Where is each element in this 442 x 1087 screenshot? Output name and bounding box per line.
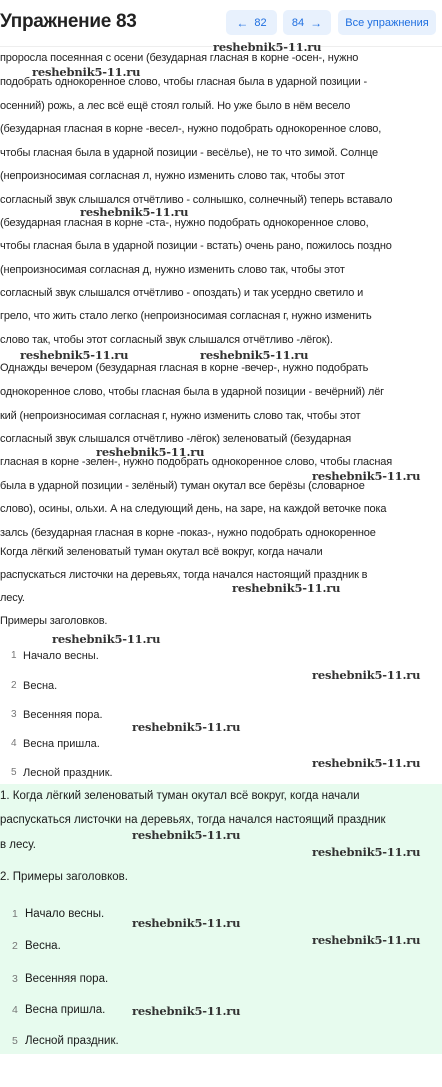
- text-line: распускаться листочки на деревьях, тогда начался настоящий праздник в: [0, 569, 368, 581]
- answer-item-text: Весна.: [25, 940, 61, 952]
- text-line: чтобы гласная была в ударной позиции - весёлье), не то что зимой. Солнце: [0, 147, 379, 159]
- text-line: кий (непроизносимая согласная г, нужно изменить слово так, чтобы этот: [0, 410, 361, 422]
- prev-exercise-button[interactable]: [226, 10, 277, 35]
- text-line: чтобы гласная была в ударной позиции - встать) очень рано, пожилось поздно: [0, 240, 392, 252]
- watermark: reshebnik5-11.ru: [132, 720, 241, 734]
- answer-item-text: Весенняя пора.: [25, 973, 109, 985]
- watermark: reshebnik5-11.ru: [200, 348, 309, 362]
- text-line: залсь (безударная гласная в корне -показ-, нужно подобрать однокоренное: [0, 527, 376, 539]
- watermark: reshebnik5-11.ru: [32, 65, 141, 79]
- all-exercises-label: Все упражнения: [345, 16, 429, 29]
- next-exercise-button[interactable]: [283, 10, 331, 35]
- text-line: Когда лёгкий зеленоватый туман окутал всё вокруг, когда начали: [0, 546, 323, 558]
- answer-item-text: Начало весны.: [25, 908, 105, 920]
- list-item-number: 1: [11, 650, 17, 661]
- answer-item-number: 4: [12, 1004, 18, 1016]
- list-item-number: 3: [11, 709, 17, 720]
- list-item-text: Весна.: [23, 680, 58, 692]
- text-line: (непроизносимая согласная л, нужно изменить слово так, чтобы этот: [0, 170, 345, 182]
- arrow-left-icon: ←: [236, 15, 249, 30]
- answer-line: распускаться листочки на деревьях, тогда начался настоящий праздник: [0, 814, 386, 826]
- text-line: осенний) рожь, а лес всё ещё стоял голый. Но уже было в нём весело: [0, 100, 351, 112]
- list-item-text: Начало весны.: [23, 650, 99, 662]
- text-line: согласный звук слышался отчётливо - опоздать) и так усердно светило и: [0, 287, 364, 299]
- answer-item-text: Лесной праздник.: [25, 1035, 119, 1047]
- watermark: reshebnik5-11.ru: [20, 348, 129, 362]
- text-line: Однажды вечером (безударная гласная в корне -вечер-, нужно подобрать: [0, 362, 369, 374]
- watermark: reshebnik5-11.ru: [312, 756, 421, 770]
- arrow-right-icon: →: [310, 15, 323, 30]
- text-line: гласная в корне -зелен-, нужно подобрать однокоренное слово, чтобы гласная: [0, 456, 393, 468]
- all-exercises-button[interactable]: [338, 10, 436, 35]
- answer-item-number: 3: [12, 973, 18, 985]
- text-line: (безударная гласная в корне -весел-, нужно подобрать однокоренное слово,: [0, 123, 382, 135]
- next-exercise-label: 84: [291, 16, 305, 29]
- list-item-number: 5: [11, 767, 17, 778]
- page-title: Упражнение 83: [0, 11, 137, 32]
- text-line: грело, что жить стало легко (непроизносимая согласная г, нужно изменить: [0, 310, 372, 322]
- text-line: слово так, чтобы этот согласный звук слышался отчётливо -лёгок).: [0, 334, 333, 346]
- list-item-number: 4: [11, 738, 17, 749]
- watermark: reshebnik5-11.ru: [52, 632, 161, 646]
- text-line: согласный звук слышался отчётливо - солнышко, солнечный) теперь вставало: [0, 194, 393, 206]
- answer-line: 2. Примеры заголовков.: [0, 871, 128, 883]
- text-line: (непроизносимая согласная д, нужно изменить слово так, чтобы этот: [0, 264, 345, 276]
- watermark: reshebnik5-11.ru: [312, 933, 421, 947]
- list-item-text: Лесной праздник.: [23, 767, 113, 779]
- text-line: однокоренное слово, чтобы гласная была в ударной позиции - вечёрний) лёг: [0, 386, 385, 398]
- list-item-text: Весна пришла.: [23, 738, 100, 750]
- text-line: проросла посеянная с осени (безударная гласная в корне -осен-, нужно: [0, 52, 359, 64]
- watermark: reshebnik5-11.ru: [80, 205, 189, 219]
- text-line: была в ударной позиции - зелёный) туман окутал все берёзы (словарное: [0, 480, 365, 492]
- answer-item-number: 1: [12, 908, 18, 920]
- text-line: лесу.: [0, 592, 25, 604]
- watermark: reshebnik5-11.ru: [312, 845, 421, 859]
- list-item-text: Весенняя пора.: [23, 709, 103, 721]
- watermark: reshebnik5-11.ru: [312, 668, 421, 682]
- answer-line: 1. Когда лёгкий зеленоватый туман окутал всё вокруг, когда начали: [0, 790, 360, 802]
- watermark: reshebnik5-11.ru: [213, 40, 322, 54]
- text-line: Примеры заголовков.: [0, 615, 108, 627]
- watermark: reshebnik5-11.ru: [132, 916, 241, 930]
- watermark: reshebnik5-11.ru: [232, 581, 341, 595]
- watermark: reshebnik5-11.ru: [312, 469, 421, 483]
- text-line: (безударная гласная в корне -ста-, нужно подобрать однокоренное слово,: [0, 217, 369, 229]
- watermark: reshebnik5-11.ru: [96, 445, 205, 459]
- answer-line: в лесу.: [0, 839, 36, 851]
- answer-item-text: Весна пришла.: [25, 1004, 106, 1016]
- answer-item-number: 5: [12, 1035, 18, 1047]
- watermark: reshebnik5-11.ru: [132, 828, 241, 842]
- text-line: слово), осины, ольхи. А на следующий день, на заре, на каждой веточке пока: [0, 503, 387, 515]
- text-line: подобрать однокоренное слово, чтобы гласная была в ударной позиции -: [0, 76, 367, 88]
- answer-item-number: 2: [12, 940, 18, 952]
- list-item-number: 2: [11, 680, 17, 691]
- text-line: согласный звук слышался отчётливо -лёгок) зеленоватый (безударная: [0, 433, 352, 445]
- prev-exercise-label: 82: [254, 16, 267, 29]
- watermark: reshebnik5-11.ru: [132, 1004, 241, 1018]
